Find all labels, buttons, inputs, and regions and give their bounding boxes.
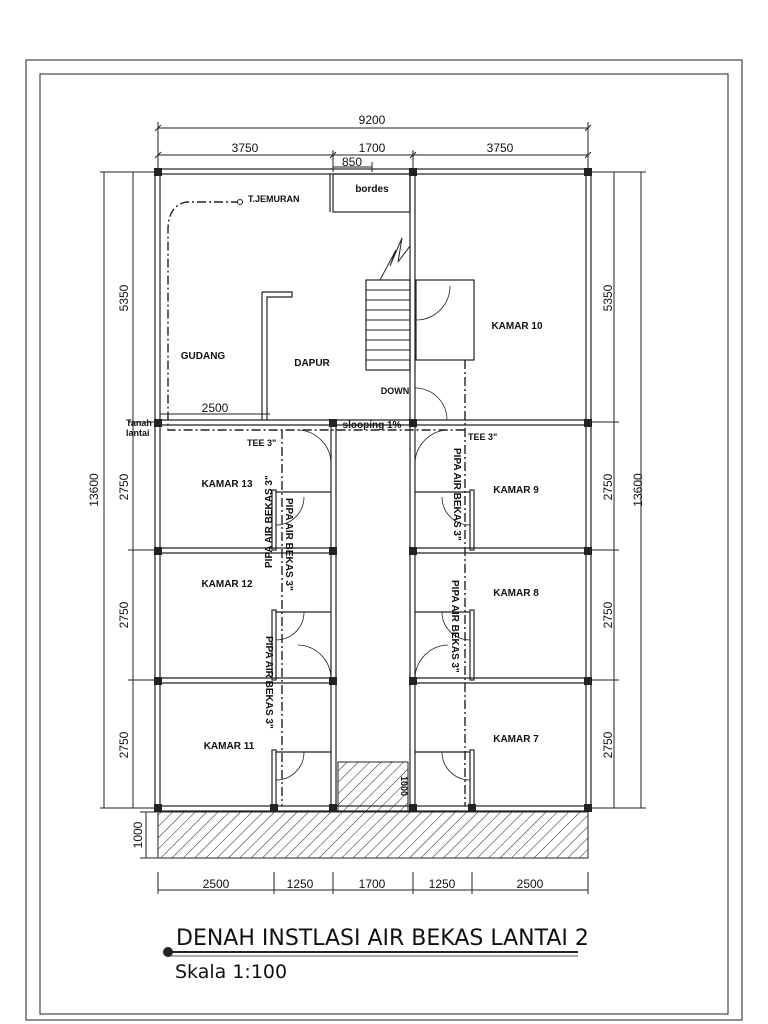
stair-treads <box>366 238 410 360</box>
note-lantai: lantai <box>126 428 150 438</box>
dim-inner-2500: 2500 <box>201 401 229 415</box>
room-kamar-8: KAMAR 8 <box>493 588 539 599</box>
dim-left-total: 13600 <box>87 473 101 507</box>
terrace-hatch <box>158 812 588 858</box>
dim-bottom-5: 2500 <box>516 877 544 891</box>
drain-pipes <box>168 202 465 806</box>
room-down: DOWN <box>380 386 410 396</box>
dim-stair-width: 1000 <box>399 775 409 797</box>
room-kamar-10: KAMAR 10 <box>491 321 543 332</box>
dim-bottom-3: 1700 <box>358 877 386 891</box>
note-tee-left: TEE 3" <box>247 438 277 448</box>
room-kamar-12: KAMAR 12 <box>201 579 253 590</box>
dim-top-total: 9200 <box>358 113 386 127</box>
clothesline-marker <box>238 200 243 205</box>
dim-left-b: 2750 <box>117 601 131 629</box>
note-tee-right: TEE 3" <box>468 432 498 442</box>
dim-terrace: 1000 <box>131 821 145 849</box>
dim-top-mid: 1700 <box>358 141 386 155</box>
room-gudang: GUDANG <box>180 351 226 362</box>
pipe-label-2: PIPA AIR BEKAS 3" <box>451 448 462 541</box>
room-kamar-7: KAMAR 7 <box>493 734 539 745</box>
room-kamar-11: KAMAR 11 <box>203 741 255 752</box>
dim-right-a: 2750 <box>601 473 615 501</box>
dim-left-c: 2750 <box>117 731 131 759</box>
drawing-title: DENAH INSTLASI AIR BEKAS LANTAI 2 <box>176 926 589 951</box>
dim-right-c: 2750 <box>601 731 615 759</box>
dim-bottom-2: 1250 <box>286 877 314 891</box>
room-kamar-9: KAMAR 9 <box>493 485 539 496</box>
room-dapur: DAPUR <box>294 358 330 369</box>
dim-bottom-1: 2500 <box>202 877 230 891</box>
pipe-label-1: PIPA AIR BEKAS 3" <box>283 498 294 591</box>
sheet-inner-frame <box>40 74 728 1014</box>
dim-top-left: 3750 <box>231 141 259 155</box>
note-slooping: slooping 1% <box>342 420 402 431</box>
drawing-scale: Skala 1:100 <box>175 961 288 983</box>
pipe-label-3: PIPA AIR BEKAS 3" <box>449 580 460 673</box>
dim-right-b: 2750 <box>601 601 615 629</box>
note-tanah: Tanah <box>126 418 152 428</box>
dim-top-right: 3750 <box>486 141 514 155</box>
pipe-label-5: PIPA AIR BEKAS 3" <box>264 475 275 568</box>
dim-left-top: 5350 <box>117 284 131 312</box>
dim-top-sub: 850 <box>341 155 363 169</box>
dim-right-top: 5350 <box>601 284 615 312</box>
dim-right-total: 13600 <box>631 473 645 507</box>
stair-landing-hatch <box>338 762 408 812</box>
dim-bottom-4: 1250 <box>428 877 456 891</box>
dim-left-a: 2750 <box>117 473 131 501</box>
bathroom-partitions <box>272 490 474 806</box>
room-bordes: bordes <box>355 184 389 195</box>
room-tjemuran: T.JEMURAN <box>248 194 300 204</box>
pipe-label-4: PIPA AIR BEKAS 3" <box>263 636 274 729</box>
room-kamar-13: KAMAR 13 <box>201 479 253 490</box>
